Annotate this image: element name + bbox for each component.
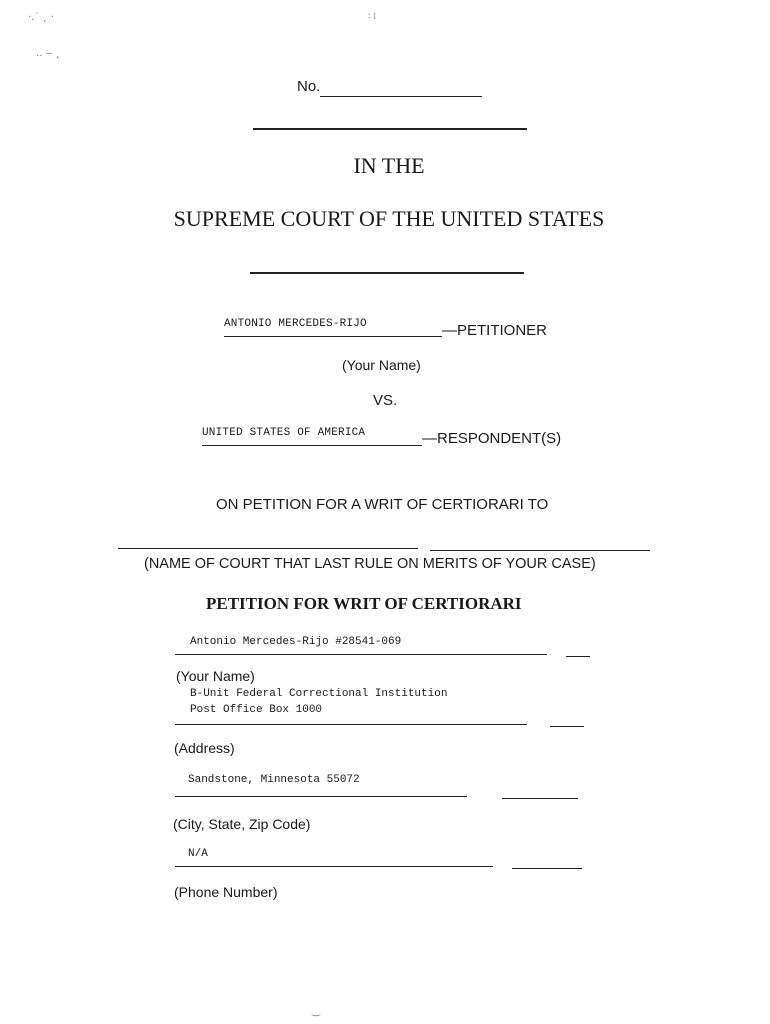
filer-address-line2: Post Office Box 1000 (190, 704, 323, 716)
petitioner-name: ANTONIO MERCEDES-RIJO (224, 318, 367, 330)
filer-city-hint: (City, State, Zip Code) (173, 816, 311, 832)
filer-phone-underline-left (175, 866, 493, 867)
docket-number (297, 78, 320, 95)
filer-name-hint: (Your Name) (176, 668, 255, 684)
filer-name-value: Antonio Mercedes-Rijo #28541-069 (190, 636, 402, 648)
court-name: SUPREME COURT OF THE UNITED STATES (173, 206, 605, 231)
lower-court-hint: (NAME OF COURT THAT LAST RULE ON MERITS OF YOUR CASE) (144, 556, 596, 572)
filer-city-underline-left (175, 796, 467, 797)
scan-artifact-bottom: ‿ (312, 1006, 321, 1017)
respondent-role: —RESPONDENT(S) (422, 430, 562, 447)
petitioner-underline (224, 336, 442, 337)
filer-address-underline-right (550, 726, 584, 727)
respondent-name: UNITED STATES OF AMERICA (202, 427, 366, 439)
divider-top (253, 128, 527, 130)
docket-number-field[interactable] (322, 78, 482, 96)
scan-artifact-top-left-2: ‥ ‒ ˛ (36, 48, 61, 59)
filer-phone-hint: (Phone Number) (174, 884, 278, 900)
filer-name-underline-left (175, 654, 547, 655)
filer-address-hint: (Address) (174, 740, 235, 756)
on-petition-heading: ON PETITION FOR A WRIT OF CERTIORARI TO (216, 496, 549, 513)
docket-label: No. (297, 78, 321, 95)
filer-address-line1: B-Unit Federal Correctional Institution (190, 688, 448, 700)
lower-court-underline-right (430, 550, 650, 551)
lower-court-underline-left (118, 548, 418, 549)
scan-artifact-top-center: ∶ ⁞ (368, 12, 377, 22)
filer-address-underline-left (175, 724, 527, 725)
respondent-underline (202, 445, 422, 446)
petition-title: PETITION FOR WRIT OF CERTIORARI (206, 594, 522, 613)
divider-middle (250, 272, 524, 274)
scan-artifact-top-left: ·.˙ ˛ · (28, 12, 54, 23)
docket-number-underline (320, 96, 482, 97)
versus-label: VS. (373, 392, 398, 409)
filer-phone-value: N/A (188, 848, 208, 860)
petitioner-role: —PETITIONER (442, 322, 548, 339)
court-heading: IN THE (353, 153, 425, 178)
filer-city-value: Sandstone, Minnesota 55072 (188, 774, 360, 786)
petitioner-hint: (Your Name) (342, 357, 421, 373)
filer-city-underline-right (502, 798, 578, 799)
filer-phone-underline-right (512, 868, 582, 869)
lower-court-field[interactable] (118, 530, 648, 548)
filer-name-underline-right (566, 656, 590, 657)
